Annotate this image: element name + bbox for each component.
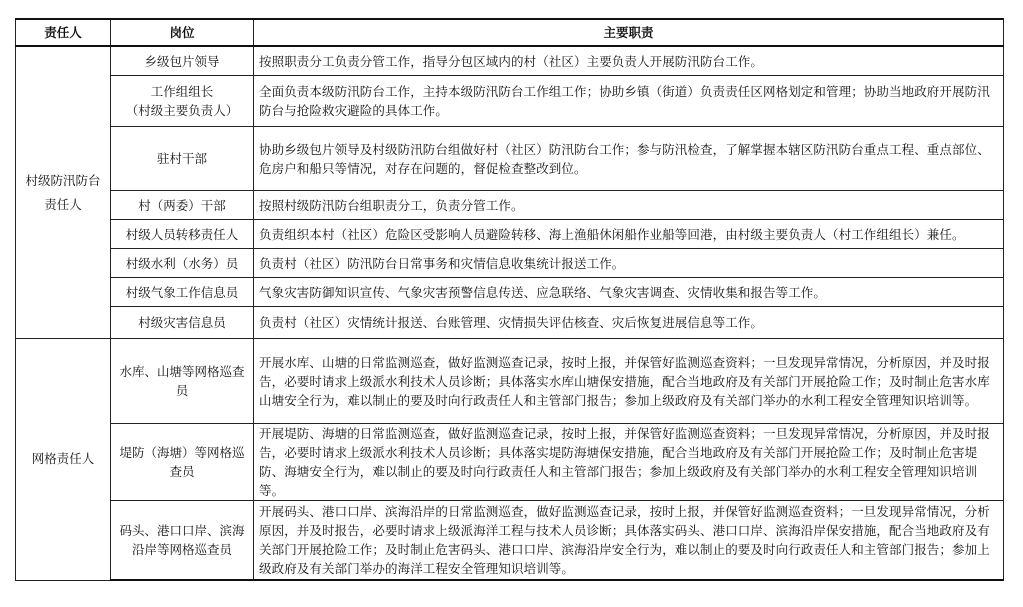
position-cell: 村级灾害信息员: [111, 307, 254, 339]
position-cell: 码头、港口口岸、滨海沿岸等网格巡查员: [111, 501, 254, 581]
table-header-row: [16, 19, 1004, 46]
table-row: [16, 249, 1004, 278]
duty-cell: 开展水库、山塘的日常监测巡查，做好监测巡查记录，按时上报，并保管好监测巡查资料；一旦发现异常情况，分析原因，并及时报告，必要时请求上级派水利技术人员诊断；具体落实水库山塘保安措施，配合当地政府及有关部门开展抢险工作；及时制止危害水库山塘安全行为，难以制止的要及时向行政责任人和主管部门报告；参加上级政府及有关部门举办的水利工程安全管理知识培训等。: [254, 339, 1004, 424]
position-cell: 村级气象工作信息员: [111, 278, 254, 307]
table-row: [16, 307, 1004, 339]
table-row: [16, 220, 1004, 249]
duty-cell: 按照村级防汛防台组职责分工，负责分管工作。: [254, 191, 1004, 220]
duty-cell: 气象灾害防御知识宣传、气象灾害预警信息传送、应急联络、气象灾害调查、灾情收集和报告等工作。: [254, 278, 1004, 307]
position-cell: 村级人员转移责任人: [111, 220, 254, 249]
duty-cell: 负责村（社区）防汛防台日常事务和灾情信息收集统计报送工作。: [254, 249, 1004, 278]
duty-cell: 按照职责分工负责分管工作，指导分包区域内的村（社区）主要负责人开展防汛防台工作。: [254, 46, 1004, 76]
table-row: [16, 424, 1004, 501]
table-row: [16, 46, 1004, 76]
duty-cell: 负责组织本村（社区）危险区受影响人员避险转移、海上渔船休闲船作业船等回港，由村级主要负责人（村工作组组长）兼任。: [254, 220, 1004, 249]
duty-cell: 全面负责本级防汛防台工作，主持本级防汛防台工作组工作；协助乡镇（街道）负责责任区网格划定和管理；协助当地政府开展防汛防台与抢险救灾避险的具体工作。: [254, 76, 1004, 127]
table-row: [16, 127, 1004, 191]
table-row: [16, 278, 1004, 307]
position-cell: 乡级包片领导: [111, 46, 254, 76]
table-row: [16, 339, 1004, 424]
header-person: 责任人: [16, 19, 111, 46]
duty-cell: 负责村（社区）灾情统计报送、台账管理、灾情损失评估核查、灾后恢复进展信息等工作。: [254, 307, 1004, 339]
position-cell: 水库、山塘等网格巡查员: [111, 339, 254, 424]
table-row: [16, 191, 1004, 220]
table-row: [16, 76, 1004, 127]
position-cell: 村（两委）干部: [111, 191, 254, 220]
table-row: [16, 501, 1004, 581]
position-cell: 驻村干部: [111, 127, 254, 191]
position-cell: 村级水利（水务）员: [111, 249, 254, 278]
header-duty: 主要职责: [254, 19, 1004, 46]
responsibility-table: [15, 18, 1004, 581]
group-village-responsible: 村级防汛防台责任人: [16, 46, 111, 339]
header-position: 岗位: [111, 19, 254, 46]
duty-cell: 开展码头、港口口岸、滨海沿岸的日常监测巡查，做好监测巡查记录，按时上报，并保管好监测巡查资料；一旦发现异常情况，分析原因，并及时报告，必要时请求上级派海洋工程与技术人员诊断；具体落实码头、港口口岸、滨海沿岸保安措施，配合当地政府及有关部门开展抢险工作；及时制止危害码头、港口口岸、滨海沿岸安全行为，难以制止的要及时向行政责任人和主管部门报告；参加上级政府及有关部门举办的海洋工程安全管理知识培训等。: [254, 501, 1004, 581]
position-cell: 工作组组长 （村级主要负责人）: [111, 76, 254, 127]
duty-cell: 协助乡级包片领导及村级防汛防台组做好村（社区）防汛防台工作；参与防汛检查，了解掌握本辖区防汛防台重点工程、重点部位、危房户和船只等情况，对存在问题的，督促检查整改到位。: [254, 127, 1004, 191]
duty-cell: 开展堤防、海塘的日常监测巡查，做好监测巡查记录，按时上报，并保管好监测巡查资料；一旦发现异常情况，分析原因，并及时报告，必要时请求上级派水利技术人员诊断；具体落实堤防海塘保安措施，配合当地政府及有关部门开展抢险工作；及时制止危害堤防、海塘安全行为，难以制止的要及时向行政责任人和主管部门报告；参加上级政府及有关部门举办的水利工程安全管理知识培训等。: [254, 424, 1004, 501]
group-grid-responsible: 网格责任人: [16, 339, 111, 581]
position-cell: 堤防（海塘）等网格巡查员: [111, 424, 254, 501]
